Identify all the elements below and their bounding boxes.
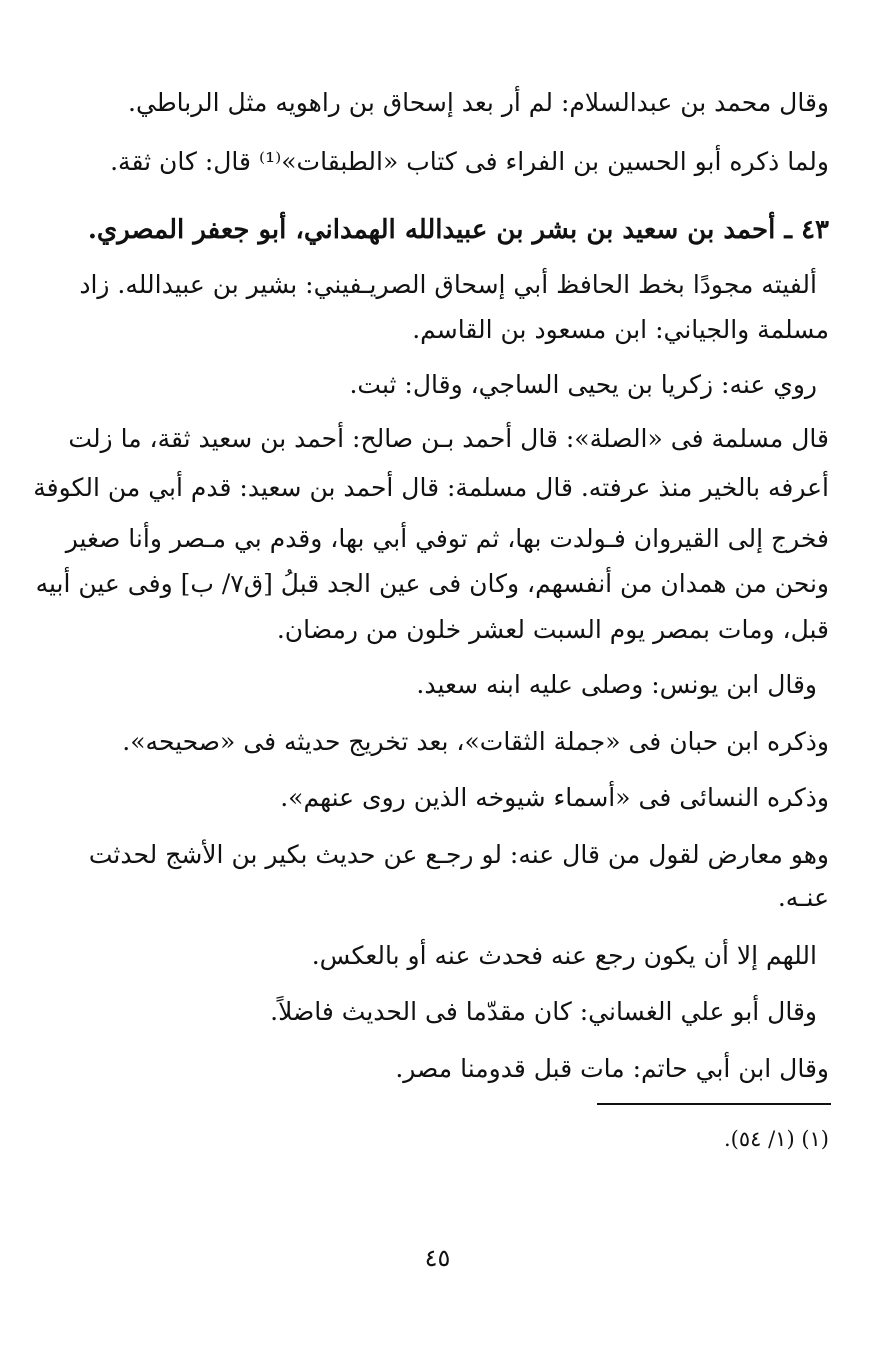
text-line-18: وقال أبو علي الغساني: كان مقدّما فى الحديث فاضلاً. <box>270 997 817 1026</box>
text-line-15: وهو معارض لقول من قال عنه: لو رجـع عن حديث بكير بن الأشج لحدثت <box>88 840 829 869</box>
text-line-16: عنـه. <box>777 883 829 912</box>
text-line-5: مسلمة والجياني: ابن مسعود بن القاسم. <box>412 315 829 344</box>
text-line-1: وقال محمد بن عبدالسلام: لم أر بعد إسحاق بن راهويه مثل الرباطي. <box>128 88 829 117</box>
text-line-12: وقال ابن يونس: وصلى عليه ابنه سعيد. <box>416 670 817 699</box>
text-line-8: أعرفه بالخير منذ عرفته. قال مسلمة: قال أحمد بن سعيد: قدم أبي من الكوفة <box>33 473 829 502</box>
text-line-6: روي عنه: زكريا بن يحيى الساجي، وقال: ثبت. <box>349 370 817 399</box>
text-line-9: فخرج إلى القيروان فـولدت بها، ثم توفي أبي بها، وقدم بي مـصر وأنا صغير <box>65 524 829 553</box>
text-line-2: ولما ذكره أبو الحسين بن الفراء فى كتاب «الطبقات»⁽¹⁾ قال: كان ثقة. <box>110 147 829 176</box>
entry-heading-43: ٤٣ ـ أحمد بن سعيد بن بشر بن عبيدالله الهمداني، أبو جعفر المصري. <box>87 215 829 245</box>
text-line-7: قال مسلمة فى «الصلة»: قال أحمد بـن صالح: أحمد بن سعيد ثقة، ما زلت <box>68 424 829 453</box>
text-line-4: ألفيته مجودًا بخط الحافظ أبي إسحاق الصريـفيني: بشير بن عبيدالله. زاد <box>79 270 817 299</box>
page-number: ٤٥ <box>424 1244 451 1272</box>
footnote-divider <box>597 1103 831 1105</box>
footnote: (١) (١/ ٥٤). <box>723 1127 829 1151</box>
text-line-14: وذكره النسائى فى «أسماء شيوخه الذين روى عنهم». <box>280 783 829 812</box>
text-line-19: وقال ابن أبي حاتم: مات قبل قدومنا مصر. <box>395 1054 829 1083</box>
text-line-11: قبل، ومات بمصر يوم السبت لعشر خلون من رمضان. <box>276 615 829 644</box>
text-line-17: اللهم إلا أن يكون رجع عنه فحدث عنه أو بالعكس. <box>311 941 817 970</box>
text-line-10: ونحن من همدان من أنفسهم، وكان فى عين الجد قبلُ [ق٧/ ب] وفى عين أبيه <box>35 569 829 598</box>
text-line-13: وذكره ابن حبان فى «جملة الثقات»، بعد تخريج حديثه فى «صحيحه». <box>122 727 829 756</box>
